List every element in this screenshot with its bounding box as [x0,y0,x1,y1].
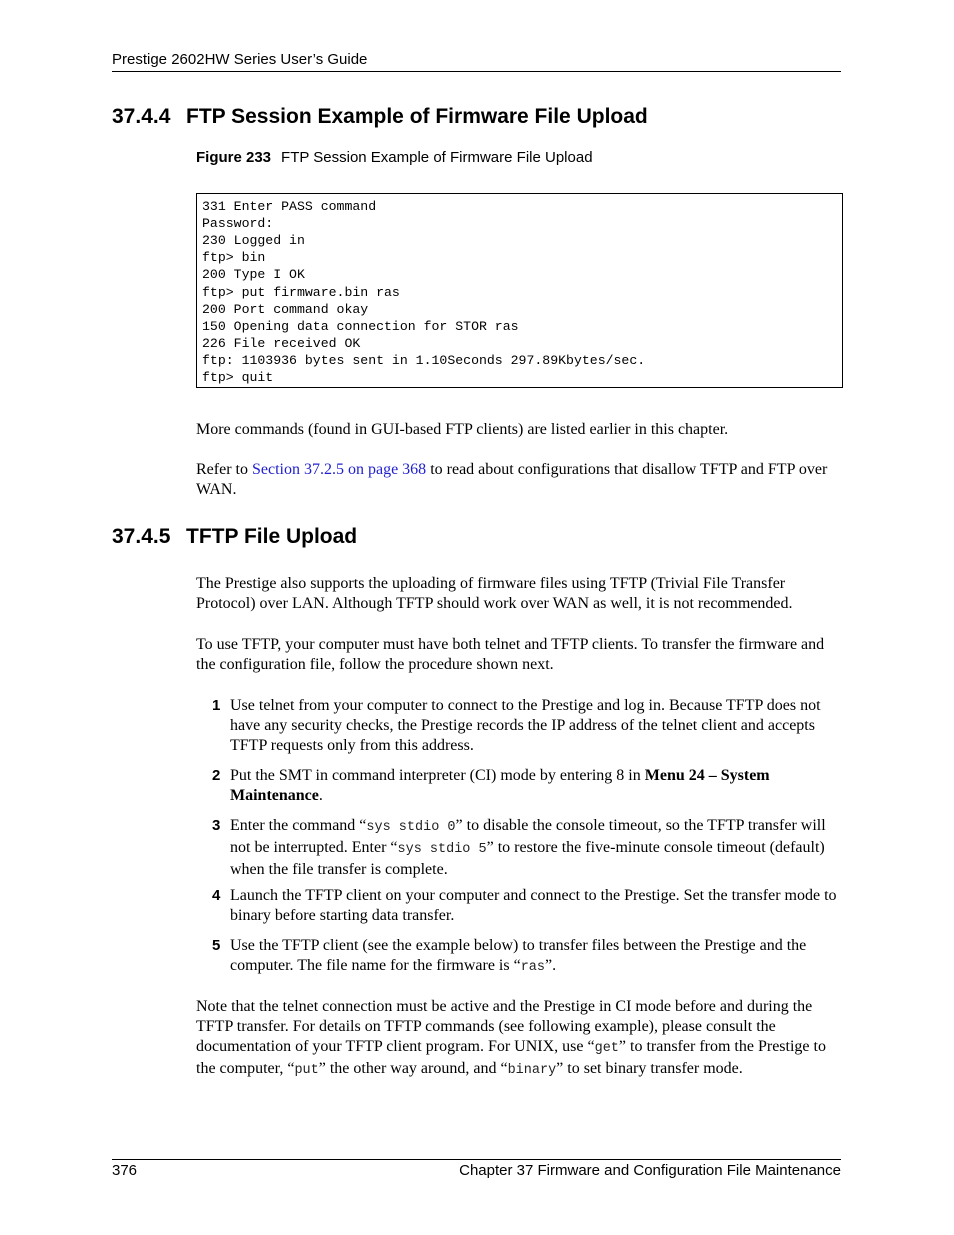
inline-command: sys stdio 5 [397,842,487,857]
step-number: 1 [212,697,221,714]
paragraph-more-commands: More commands (found in GUI-based FTP clients) are listed earlier in this chapter. [196,421,729,438]
footer-divider [112,1159,841,1160]
header-divider [112,71,841,72]
code-line: 226 File received OK [202,336,361,351]
step-text: Launch the TFTP client on your computer and connect to the Prestige. Set the transfer mode to binary before starting data transfer. [230,887,837,924]
section-title: FTP Session Example of Firmware File Upload [186,105,648,128]
code-line: ftp> bin [202,250,266,265]
text-run: Enter the command “ [230,817,367,834]
chapter-title: Chapter 37 Firmware and Configuration File Maintenance [459,1162,841,1179]
step-number: 2 [212,767,221,784]
text-run: . [318,787,323,804]
code-line: 331 Enter PASS command [202,199,377,214]
inline-command: binary [507,1063,557,1078]
code-line: 150 Opening data connection for STOR ras [202,319,519,334]
text-run: ” to set binary transfer mode. [556,1060,743,1077]
menu-reference: Menu 24 – System Maintenance [230,767,770,804]
section-heading-ftp [112,105,648,129]
paragraph-refer [196,460,841,500]
text-run: Put the SMT in command interpreter (CI) mode by entering 8 in [230,767,645,784]
inline-command: get [594,1041,619,1056]
text-run: ”. [545,957,557,974]
step-text [230,766,841,806]
step-text [230,936,841,978]
text-run: Refer to [196,461,252,478]
figure-caption [196,149,593,166]
step-number: 3 [212,817,221,834]
text-run: ” to transfer from the Prestige to the computer, “ [196,1038,826,1077]
ftp-session-code-block [196,193,843,388]
step-number: 4 [212,887,221,904]
inline-command: sys stdio 0 [366,820,456,835]
text-run: to read about configurations that disallow TFTP and FTP over WAN. [196,461,828,498]
code-line: 200 Type I OK [202,267,305,282]
code-line: ftp> put firmware.bin ras [202,285,400,300]
paragraph-tftp-requirements: To use TFTP, your computer must have both telnet and TFTP clients. To transfer the firmware and the configuration file, follow the procedure shown next. [196,636,825,673]
section-title: TFTP File Upload [186,525,358,548]
step-text: Use telnet from your computer to connect to the Prestige and log in. Because TFTP does not have any security checks, the Prestige records the IP address of the telnet client and accepts TFTP requests only from this address. [230,697,821,754]
text-run: ” the other way around, and “ [318,1060,508,1077]
section-cross-reference-link[interactable]: Section 37.2.5 on page 368 [251,461,427,478]
text-run: Note that the telnet connection must be active and the Prestige in CI mode before and during the TFTP transfer. For details on TFTP commands (see following example), please consult the documentation of your TFTP client program. For UNIX, use “ [196,998,813,1055]
section-heading-tftp [112,525,357,549]
section-number: 37.4.5 [112,525,171,548]
code-line: 230 Logged in [202,233,305,248]
text-run: Use the TFTP client (see the example below) to transfer files between the Prestige and the computer. The file name for the firmware is “ [230,937,807,974]
code-line: ftp: 1103936 bytes sent in 1.10Seconds 297.89Kbytes/sec. [202,353,646,368]
text-run: ” to restore the five-minute console timeout (default) when the file transfer is complete. [230,839,825,878]
step-text [230,816,841,880]
inline-command: put [294,1063,319,1078]
code-line: ftp> quit [202,370,274,385]
code-line: Password: [202,216,274,231]
section-number: 37.4.4 [112,105,171,128]
page-number: 376 [112,1162,138,1179]
paragraph-tftp-intro: The Prestige also supports the uploading of firmware files using TFTP (Trivial File Transfer Protocol) over LAN. Although TFTP should work over WAN as well, it is not recommended. [196,575,793,612]
inline-command: ras [520,960,546,975]
text-run: ” to disable the console timeout, so the TFTP transfer will not be interrupted. Enter “ [230,817,826,856]
step-number: 5 [212,937,221,954]
figure-label: Figure 233 [196,149,272,166]
code-line: 200 Port command okay [202,302,369,317]
figure-title: FTP Session Example of Firmware File Upload [281,149,593,166]
paragraph-note [196,997,841,1081]
running-header-title: Prestige 2602HW Series User’s Guide [112,51,368,68]
